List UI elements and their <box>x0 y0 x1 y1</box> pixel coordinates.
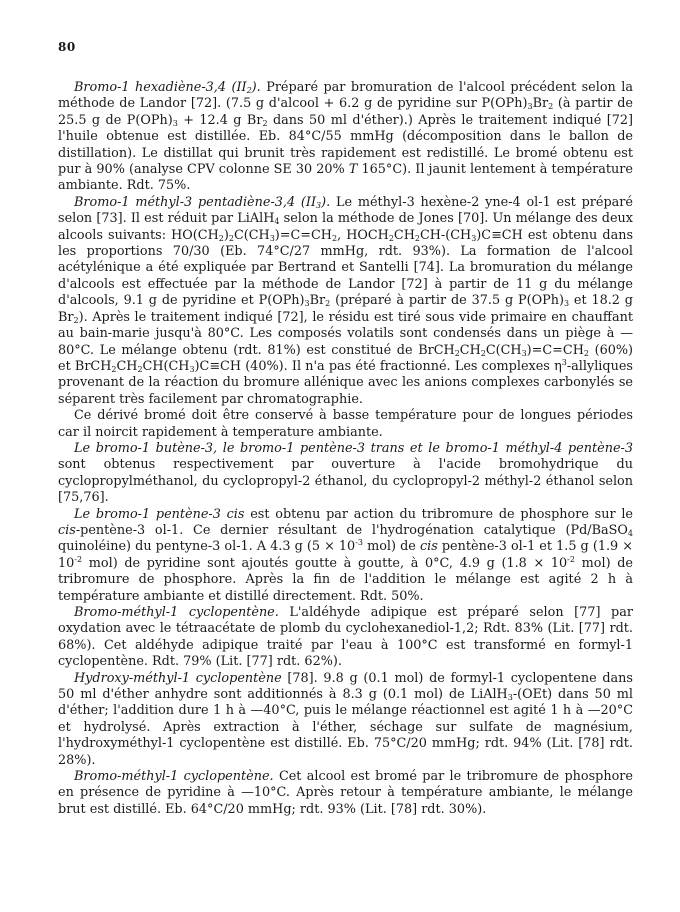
paragraph <box>58 441 633 507</box>
page-number: 80 <box>58 40 76 54</box>
paragraph <box>58 671 633 769</box>
compound-heading: Bromo-méthyl-1 cyclopentène. <box>74 769 274 785</box>
paragraph-text: Le méthyl-3 hexène-2 yne-4 ol-1 est préparé selon [73]. Il est réduit par LiAlH$_4$ selon la méthode de Jones [70]. Un mélange des deux alcools suivants: $HO(CH_2)_2C(CH_3)=C=CH_2$, $HOCH_2CH_2CH-(CH_3)C\equiv CH$ est obtenu dans les proportions 70/30 (Eb. 74°C/27 mmHg, rdt. 93%). La formation de l'alcool acétylénique a été expliquée par Bertrand et Santelli [74]. La bromuration du mélange d'alcools est effectuée par la méthode de Landor [72] à partir de 11 g du mélange d'alcools, 9.1 g de pyridine et $P(OPh)_3Br_2$ (préparé à partir de 37.5 g $P(OPh)_3$ et 18.2 g $Br_2$). Après le traitement indiqué [72], le résidu est tiré sous vide primaire en chauffant au bain-marie jusqu'à 80°C. Les composés volatils sont condensés dans un piège à —80°C. Le mélange obtenu (rdt. 81%) est constitué de $BrCH_2CH_2C(CH_3)=C=CH_2$ (60%) et $BrCH_2CH_2CH(CH_3)C\equiv CH$ (40%). Il n'a pas été fractionné. Les complexes $\eta^3$-allyliques provenant de la réaction du bromure allénique avec les anions complexes carbonylés se séparent très facilement par chromatographie. <box>58 194 634 407</box>
paragraph-text: est obtenu par action du tribromure de phosphore sur le cis-pentène-3 ol-1. Ce dernier résultant de l'hydrogénation catalytique (Pd/BaSO$_4$ quinoléine) du pentyne-3 ol-1. A 4.3 g ($5 \times 10^{-3}$ mol) de cis pentène-3 ol-1 et 1.5 g ($1.9 \times 10^{-2}$ mol) de pyridine sont ajoutés goutte à goutte, à 0°C, 4.9 g ($1.8 \times 10^{-2}$ mol) de tribromure de phosphore. Après la fin de l'addition le mélange est agité 2 h à température ambiante et distillé directement. Rdt. 50%. <box>58 506 633 604</box>
paragraph <box>58 507 633 605</box>
compound-heading: Bromo-1 méthyl-3 pentadiène-3,4 $(II_3)$. <box>74 194 331 210</box>
compound-heading: Le bromo-1 butène-3, le bromo-1 pentène-3 trans et le bromo-1 méthyl-4 pentène-3 <box>74 440 633 456</box>
compound-heading: Le bromo-1 pentène-3 cis <box>74 506 245 522</box>
compound-heading: Hydroxy-méthyl-1 cyclopentène <box>74 670 282 686</box>
paragraph <box>58 80 633 195</box>
paragraph-text: Ce dérivé bromé doit être conservé à basse température pour de longues périodes car il noircit rapidement à temperature ambiante. <box>58 408 633 440</box>
paragraph <box>58 769 633 818</box>
paragraph <box>58 195 633 408</box>
document-body <box>58 80 633 818</box>
compound-heading: Bromo-1 hexadiène-3,4 $(II_2)$. <box>74 80 261 95</box>
paragraph <box>58 605 633 671</box>
paragraph-text: [78]. 9.8 g (0.1 mol) de formyl-1 cyclopentene dans 50 ml d'éther anhydre sont additionnés à 8.3 g (0.1 mol) de LiAlH$_3$-(OEt) dans 50 ml d'éther; l'addition dure 1 h à —40°C, puis le mélange réactionnel est agité 1 h à —20°C et hydrolysé. Après extraction à l'éther, séchage sur sulfate de magnésium, l'hydroxyméthyl-1 cyclopentène est distillé. Eb. 75°C/20 mmHg; rdt. 94% (Lit. [78] rdt. 28%). <box>58 670 633 768</box>
paragraph-text: sont obtenus respectivement par ouverture à l'acide bromohydrique du cyclopropylméthanol, du cyclopropyl-2 éthanol, du cyclopropyl-2 méthyl-2 éthanol selon [75,76]. <box>58 457 633 506</box>
compound-heading: Bromo-méthyl-1 cyclopentène. <box>74 605 279 620</box>
paragraph-text: Cet alcool est bromé par le tribromure de phosphore en présence de pyridine à —10°C. Après retour à température ambiante, le mélange brut est distillé. Eb. 64°C/20 mmHg; rdt. 93% (Lit. [78] rdt. 30%). <box>58 769 633 817</box>
paragraph-text: L'aldéhyde adipique est préparé selon [77] par oxydation avec le tétraacétate de plomb du cyclohexanediol-1,2; Rdt. 83% (Lit. [77] rdt. 68%). Cet aldéhyde adipique traité par l'eau à 100°C est transformé en formyl-1 cyclopentène. Rdt. 79% (Lit. [77] rdt. 62%). <box>58 605 633 670</box>
paragraph <box>58 408 633 441</box>
paragraph-text: Préparé par bromuration de l'alcool précédent selon la méthode de Landor [72]. (7.5 g d'alcool + 6.2 g de pyridine sur $P(OPh)_3Br_2$ (à partir de 25.5 g de $P(OPh)_3 + 12.4$ g $Br_2$ dans 50 ml d'éther).) Après le traitement indiqué [72] l'huile obtenue est distillée. Eb. 84°C/55 mmHg (décomposition dans le ballon de distillation). Le distillat qui brunit très rapidement est redistillé. Le bromé obtenu est pur à 90% (analyse CPV colonne SE 30 20% T 165°C). Il jaunit lentement à température ambiante. Rdt. 75%. <box>58 80 634 194</box>
